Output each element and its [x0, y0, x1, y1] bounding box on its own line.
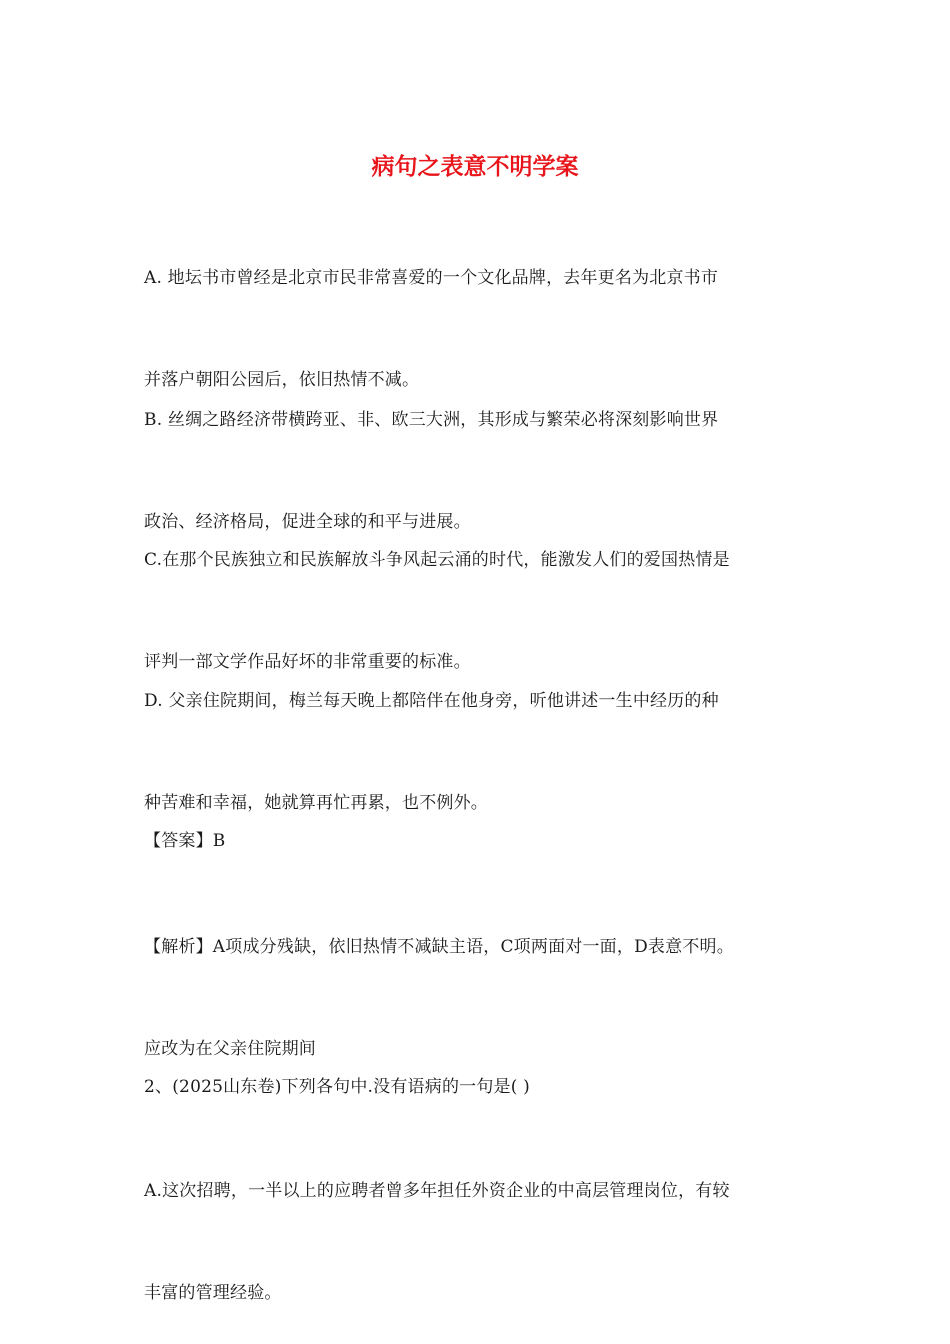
- text-line: 【解析】A项成分残缺，依旧热情不减缺主语，C项两面对一面，D表意不明。: [144, 937, 734, 957]
- text-line: 评判一部文学作品好坏的非常重要的标准。: [144, 652, 471, 672]
- text-line: 2、(2025山东卷)下列各句中.没有语病的一句是( ): [144, 1077, 531, 1097]
- text-line: 【答案】B: [144, 831, 226, 851]
- text-line: 并落户朝阳公园后，依旧热情不减。: [144, 370, 420, 390]
- text-line: 应改为在父亲住院期间: [144, 1039, 316, 1059]
- text-line: D. 父亲住院期间，梅兰每天晚上都陪伴在他身旁，听他讲述一生中经历的种: [144, 691, 719, 711]
- text-line: 种苦难和幸福，她就算再忙再累，也不例外。: [144, 793, 488, 813]
- text-line: B. 丝绸之路经济带横跨亚、非、欧三大洲，其形成与繁荣必将深刻影响世界: [144, 410, 719, 430]
- text-line: C.在那个民族独立和民族解放斗争风起云涌的时代，能激发人们的爱国热情是: [144, 550, 730, 570]
- text-line: 丰富的管理经验。: [144, 1283, 282, 1303]
- text-line: A. 地坛书市曾经是北京市民非常喜爱的一个文化品牌，去年更名为北京书市: [144, 268, 719, 288]
- text-line: A.这次招聘，一半以上的应聘者曾多年担任外资企业的中高层管理岗位，有较: [144, 1181, 730, 1201]
- question-2-option-a-paragraph: [144, 1106, 814, 1344]
- text-line: 政治、经济格局，促进全球的和平与进展。: [144, 512, 471, 532]
- page-title: 病句之表意不明学案: [371, 154, 579, 180]
